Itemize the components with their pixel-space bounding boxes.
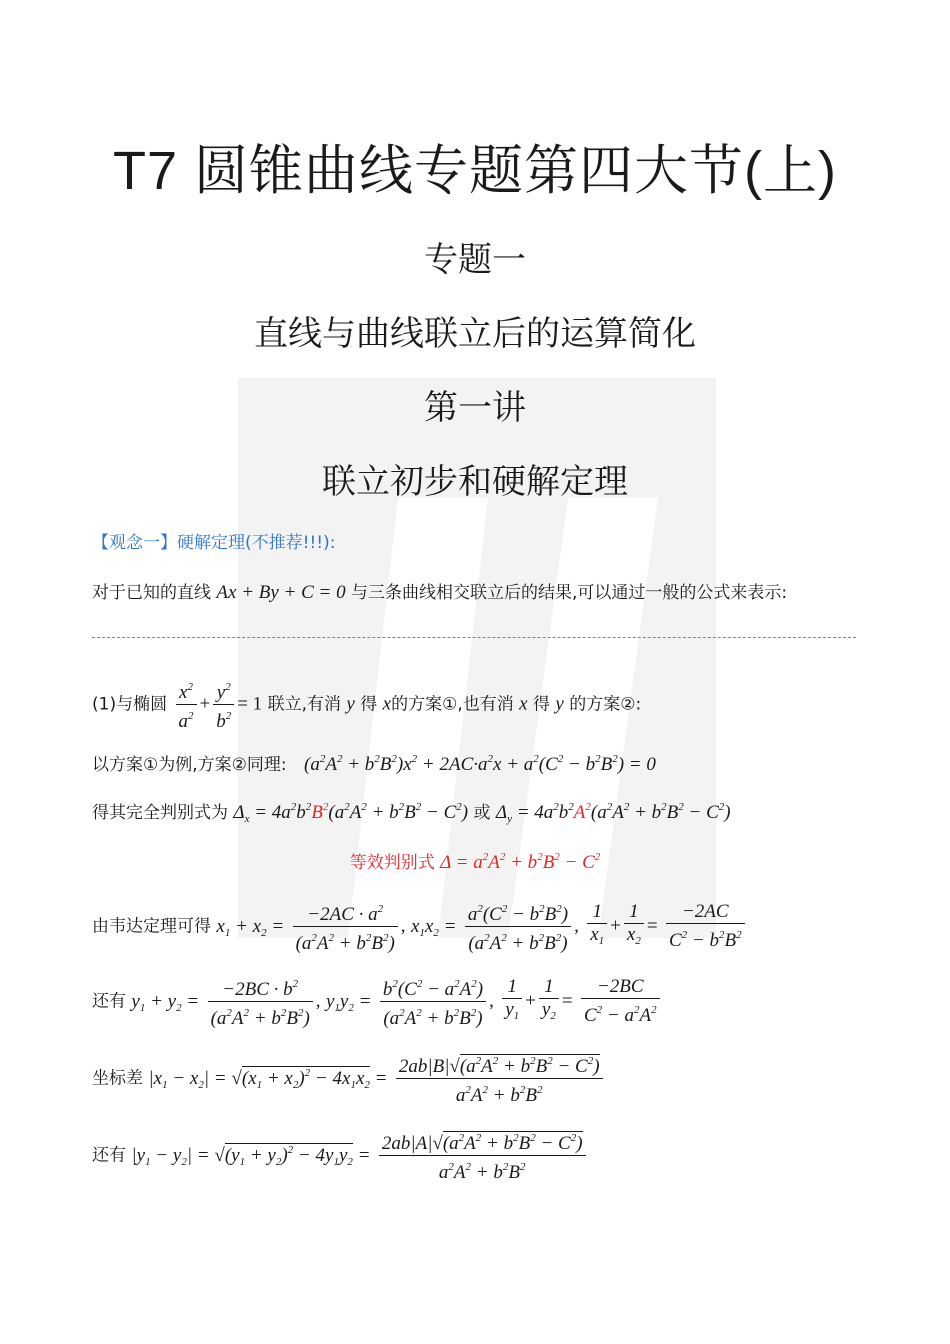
coorddiff-pre: 坐标差 — [92, 1068, 143, 1089]
intro-pre: 对于已知的直线 — [92, 583, 211, 603]
item1-mid: 联立,有消 — [267, 694, 341, 715]
discriminant-or: 或 — [473, 803, 491, 823]
subtitle-lecture: 第一讲 — [424, 388, 526, 428]
also1-pre: 还有 — [92, 991, 126, 1012]
discriminant-pre: 得其完全判别式为 — [92, 803, 228, 823]
concept-label: 【观念一】 — [92, 533, 177, 553]
item1-plan1: 的方案①,也有消 — [391, 694, 514, 715]
also2-line: 还有 $|y_1 - y_2| = √(y_1 + y_2)^2 - 4y_1y_2$ = $\frac{2ab|A|√(a^2A^2 + b^2B^2 - C^2)}{a^2A^2 + b^2B^2}$ — [92, 1127, 589, 1184]
equiv-line: 等效判别式 $\Delta = a^2A^2 + b^2B^2 - C^2$ — [349, 851, 601, 873]
concept-text: 硬解定理(不推荐!!!): — [177, 533, 336, 553]
example-pre: 以方案①为例,方案②同理: — [92, 755, 287, 775]
intro-line — [92, 578, 787, 604]
also1-line: 还有 $y_1 + y_2$ = $\frac{-2BC \cdot b^2}{(a^2A^2 + b^2B^2)}$ , $y_1y_2$ = $\frac{b^2(C^2 - a^2A^2)}{(a^2A^2 + b^2B^2)}$ , $\frac{1}{y_1}$ + $\frac{1}{y_2}$ = $\frac{-2BC}{C^2 - a^2A^2}$ — [92, 973, 663, 1030]
example-line: 以方案①为例,方案②同理: $(a^2A^2 + b^2B^2)x^2 + 2AC\cdot a^2x + a^2(C^2 - b^2B^2) = 0$ — [92, 753, 656, 775]
vieta-pre: 由韦达定理可得 — [92, 916, 211, 937]
item1-x: x — [382, 693, 392, 715]
item1-line: (1)与椭圆 $\frac{x^2}{a^2}$ + $\frac{y^2}{b^2}$ = 1 联立,有消 y 得 x的方案①,也有消 x 得 y 的方案②: — [92, 676, 641, 733]
item1-plan2: 的方案②: — [569, 694, 642, 715]
subtitle-topic: 专题一 — [424, 240, 526, 280]
subtitle-lecture-name: 联立初步和硬解定理 — [322, 462, 628, 502]
item1-y: y — [346, 693, 355, 715]
subtitle-name: 直线与曲线联立后的运算简化 — [254, 314, 696, 354]
item1-pre: (1)与椭圆 — [92, 694, 168, 715]
intro-post: 与三条曲线相交联立后的结果,可以通过一般的公式来表示: — [351, 583, 788, 603]
discriminant-line: 得其完全判别式为 $\Delta_x = 4a^2b^2B^2(a^2A^2 + b^2B^2 - C^2)$ 或 $\Delta_y = 4a^2b^2A^2(a^2A^2 + b^2B^2 - C^2)$ — [92, 801, 731, 825]
vieta-line: 由韦达定理可得 $x_1 + x_2$ = $\frac{-2AC \cdot a^2}{(a^2A^2 + b^2B^2)}$ , $x_1x_2$ = $\frac{a^2(C^2 - b^2B^2)}{(a^2A^2 + b^2B^2)}$ , $\frac{1}{x_1}$ + $\frac{1}{x_2}$ = $\frac{-2AC}{C^2 - b^2B^2}$ — [92, 898, 748, 955]
page-title: T7 圆锥曲线专题第四大节(上) — [113, 141, 837, 201]
item1-de: 得 — [360, 694, 378, 715]
line-equation: Ax + By + C = 0 — [216, 582, 346, 603]
divider — [92, 637, 856, 638]
item1-de2: 得 — [533, 694, 550, 715]
coorddiff-line: 坐标差 $|x_1 - x_2| = √(x_1 + x_2)^2 - 4x_1x_2$ = $\frac{2ab|B|√(a^2A^2 + b^2B^2 - C^2)}{a^2A^2 + b^2B^2}$ — [92, 1050, 606, 1107]
concept-heading — [92, 528, 335, 553]
equiv-label: 等效判别式 — [349, 853, 435, 873]
also2-pre: 还有 — [92, 1145, 126, 1166]
